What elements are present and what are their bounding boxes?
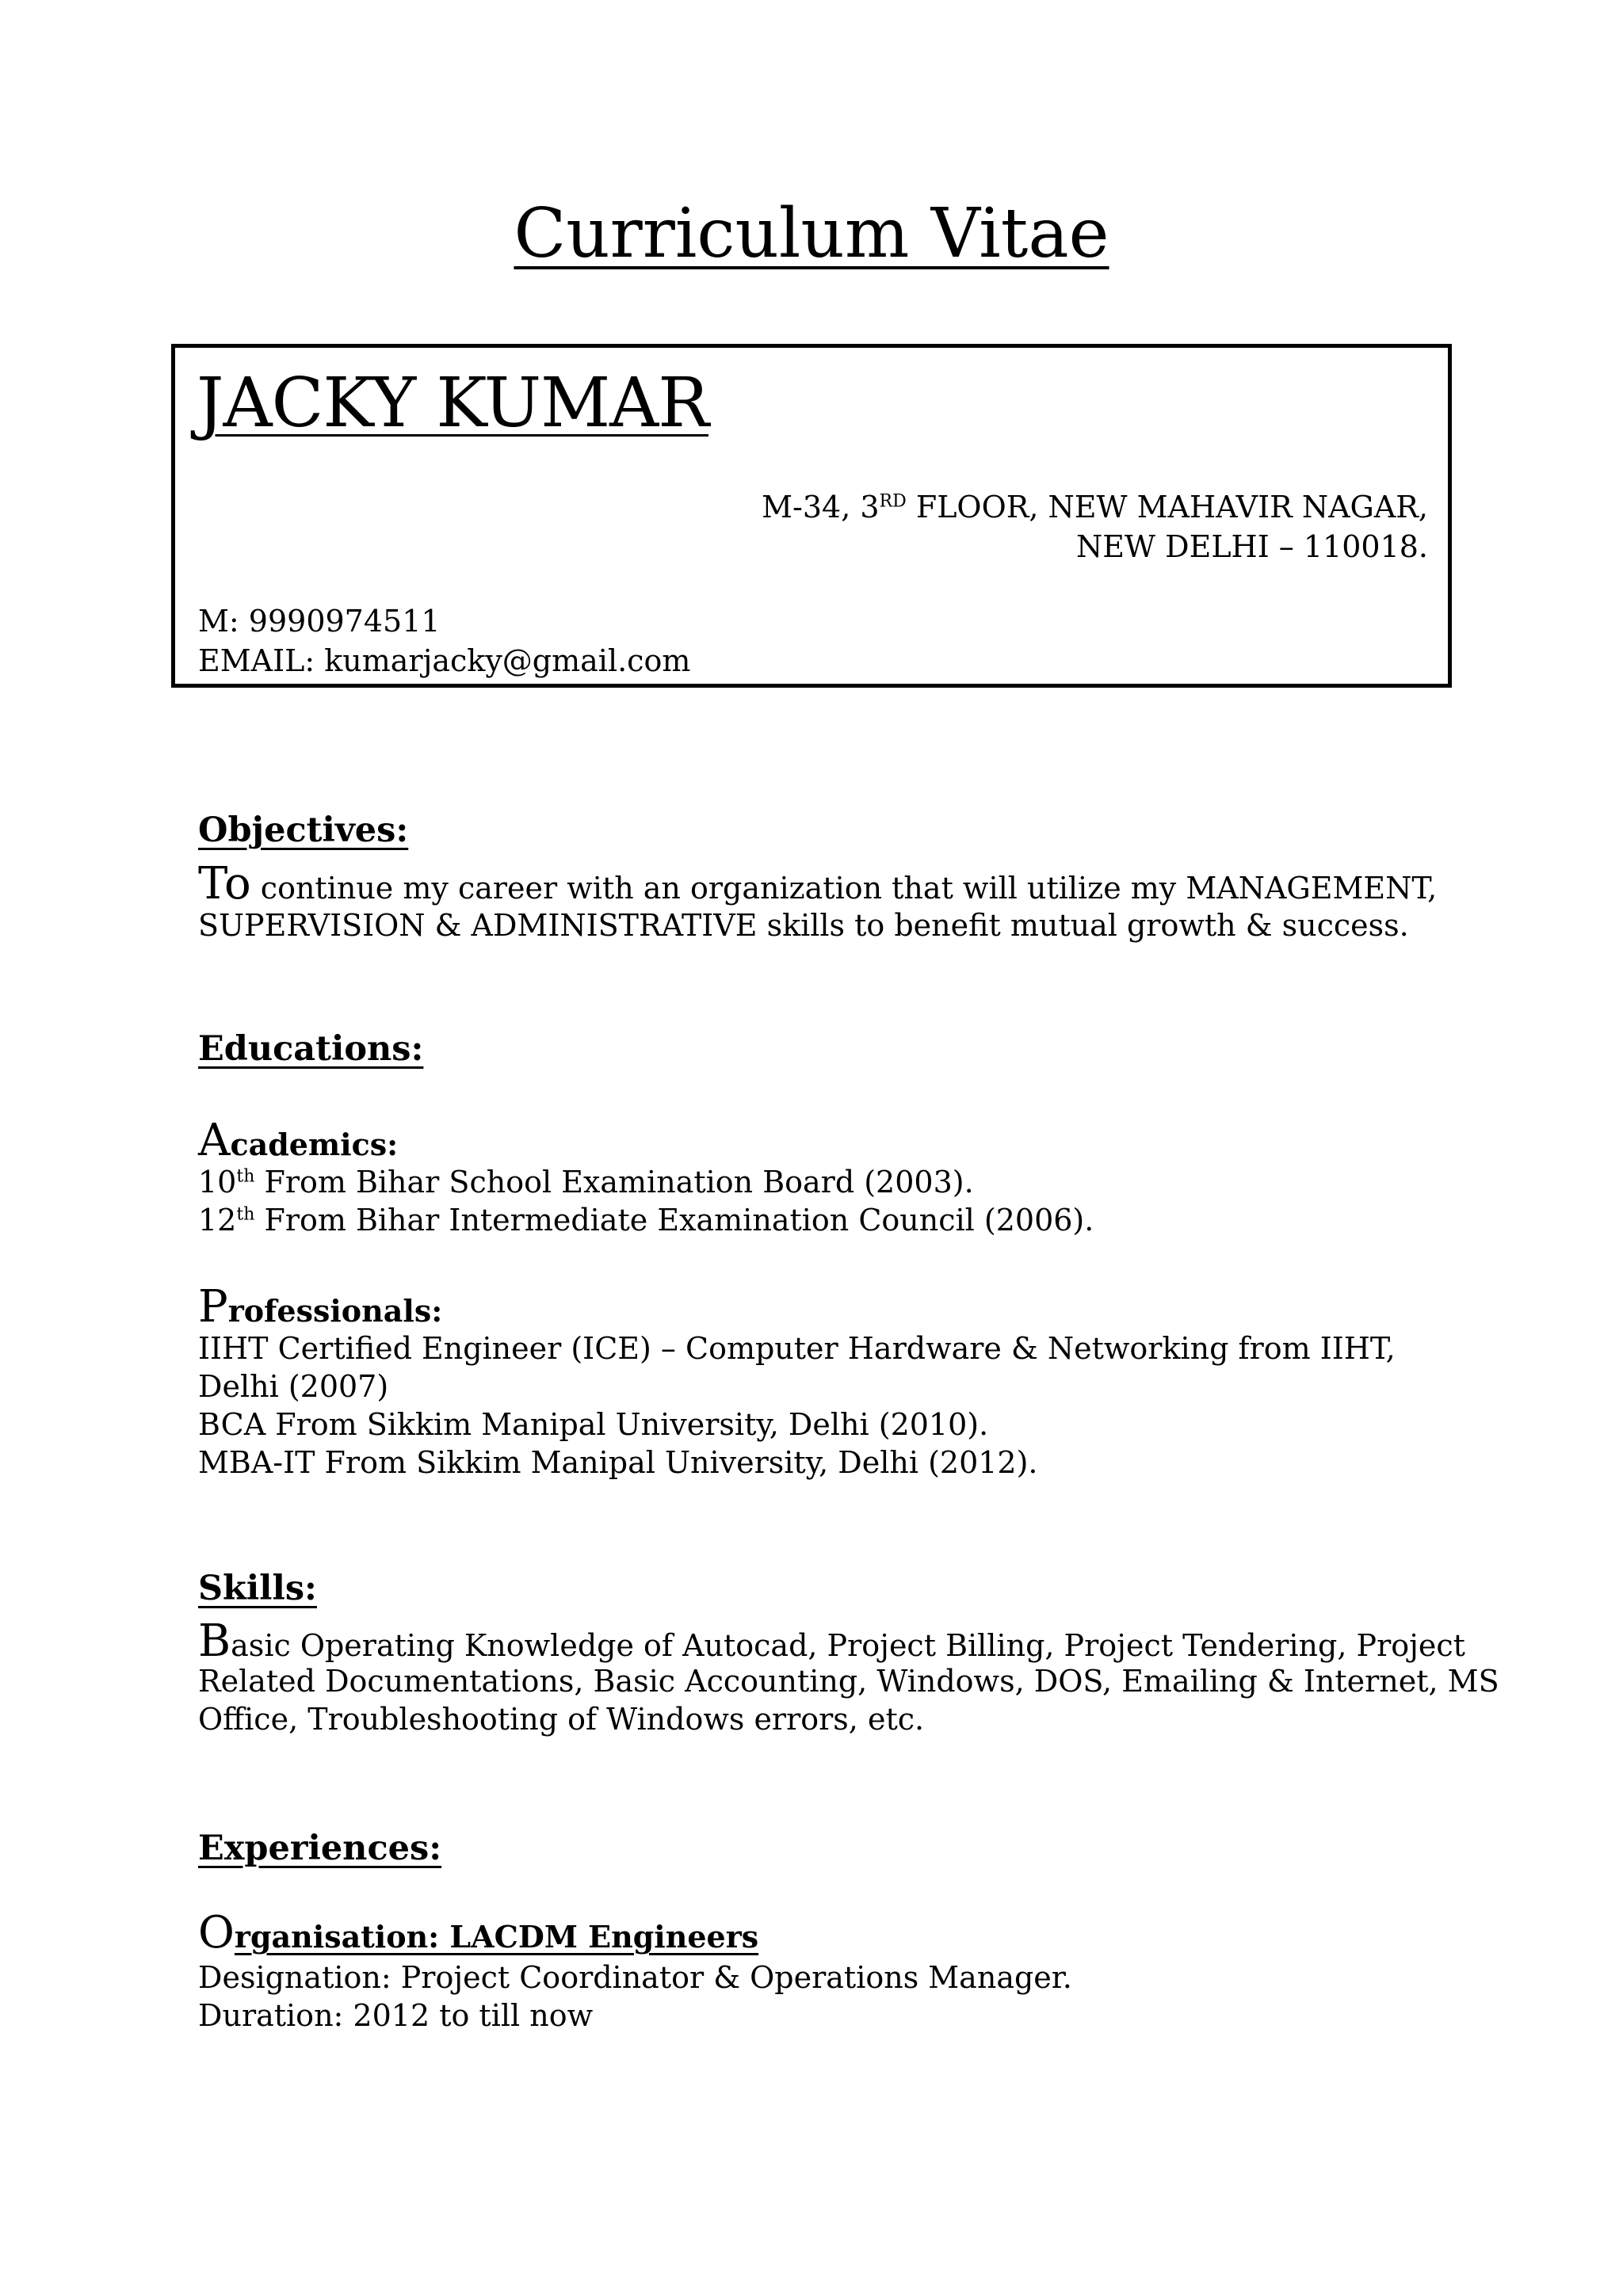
professional-line: IIHT Certified Engineer (ICE) – Computer Hardware & Networking from IIHT, — [198, 1331, 1396, 1366]
skills-line-1: Basic Operating Knowledge of Autocad, Project Billing, Project Tendering, Project — [198, 1615, 1465, 1667]
address-line-1: M-34, 3RD FLOOR, NEW MAHAVIR NAGAR, — [762, 490, 1428, 524]
objectives-line-2: SUPERVISION & ADMINISTRATIVE skills to benefit mutual growth & success. — [198, 908, 1409, 943]
email-address: EMAIL: kumarjacky@gmail.com — [198, 643, 691, 678]
professionals-subheading: Professionals: — [198, 1281, 443, 1333]
duration-line: Duration: 2012 to till now — [198, 1998, 594, 2033]
skills-line-2: Related Documentations, Basic Accounting, Windows, DOS, Emailing & Internet, MS — [198, 1664, 1499, 1699]
address-line-2: NEW DELHI – 110018. — [1075, 529, 1428, 564]
professional-line: BCA From Sikkim Manipal University, Delhi (2010). — [198, 1407, 989, 1442]
academics-item-12th: 12th From Bihar Intermediate Examination Council (2006). — [198, 1203, 1094, 1238]
skills-line-3: Office, Troubleshooting of Windows errors, etc. — [198, 1702, 925, 1737]
skills-heading: Skills: — [198, 1569, 317, 1608]
designation-line: Designation: Project Coordinator & Operations Manager. — [198, 1960, 1072, 1995]
experiences-heading: Experiences: — [198, 1829, 442, 1868]
educations-heading: Educations: — [198, 1029, 424, 1069]
objectives-heading: Objectives: — [198, 810, 409, 850]
professional-line: MBA-IT From Sikkim Manipal University, Delhi (2012). — [198, 1445, 1038, 1480]
academics-subheading: Academics: — [198, 1115, 399, 1166]
academics-item-10th: 10th From Bihar School Examination Board (2003). — [198, 1165, 974, 1199]
candidate-name: JACKY KUMAR — [197, 364, 709, 443]
document-title: Curriculum Vitae — [514, 194, 1109, 273]
mobile-number: M: 9990974511 — [198, 604, 441, 639]
objectives-line-1: To continue my career with an organization that will utilize my MANAGEMENT, — [198, 858, 1438, 910]
professional-line: Delhi (2007) — [198, 1369, 389, 1404]
organisation-subheading: Organisation: LACDM Engineers — [198, 1907, 759, 1958]
